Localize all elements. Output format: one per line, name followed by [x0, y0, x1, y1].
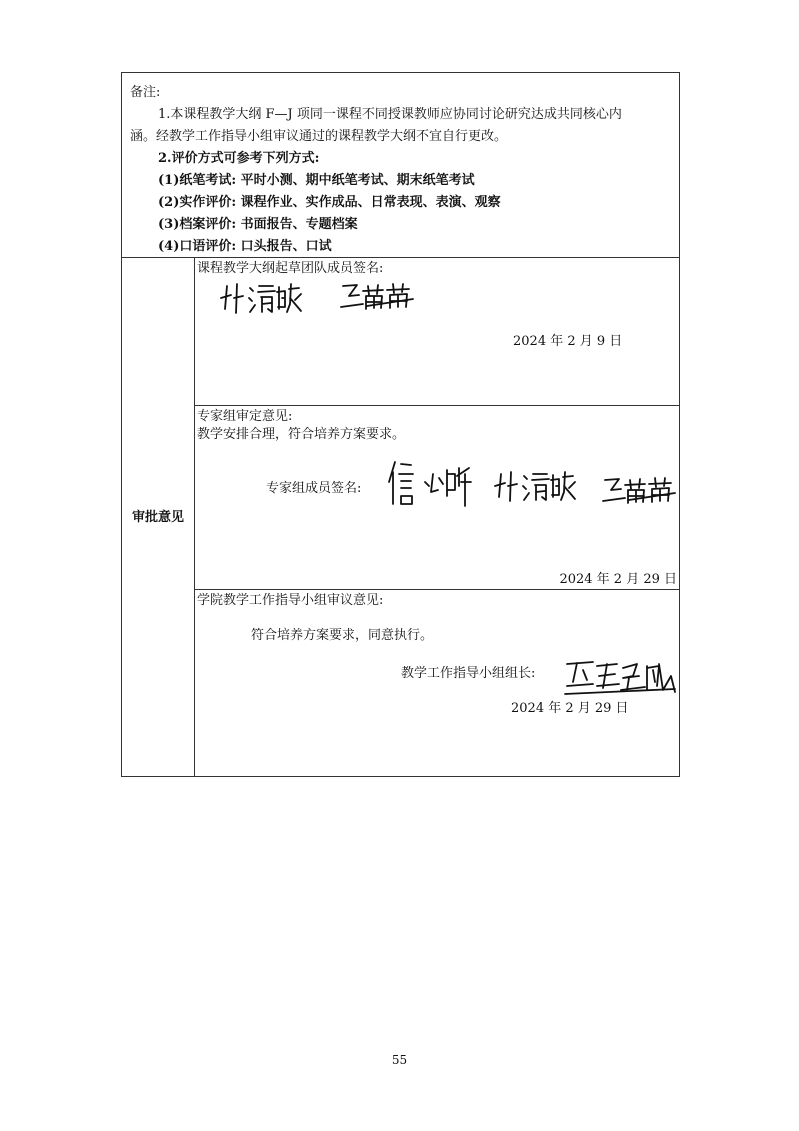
approval-form-table — [121, 72, 680, 777]
college-opinion: 符合培养方案要求，同意执行。 — [251, 628, 434, 643]
notes-line-1: 1.本课程教学大纲 F—J 项同一课程不同授课教师应协同讨论研究达成共同核心内 — [158, 107, 622, 122]
eval-item-3: (3)档案评价: 书面报告、专题档案 — [158, 217, 358, 232]
college-sign-label: 教学工作指导小组组长: — [401, 666, 536, 681]
college-section — [195, 590, 679, 776]
eval-item-1: (1)纸笔考试: 平时小测、期中纸笔考试、期末纸笔考试 — [158, 173, 475, 188]
signature-3-image — [385, 456, 477, 512]
drafting-title: 课程教学大纲起草团队成员签名: — [197, 261, 384, 276]
college-title: 学院教学工作指导小组审议意见: — [197, 593, 384, 608]
signature-4-image — [491, 466, 579, 506]
signature-6-image — [563, 656, 681, 698]
approval-label-cell — [122, 258, 195, 776]
expert-opinion: 教学安排合理，符合培养方案要求。 — [197, 427, 406, 442]
notes-cell — [122, 73, 679, 258]
expert-title: 专家组审定意见: — [197, 409, 293, 424]
drafting-section — [195, 258, 679, 406]
expert-date: 2024 年 2 月 29 日 — [559, 572, 677, 587]
signature-2-image — [337, 278, 417, 314]
expert-sign-label: 专家组成员签名: — [266, 481, 362, 496]
expert-section — [195, 406, 679, 590]
college-date: 2024 年 2 月 29 日 — [511, 701, 629, 716]
notes-heading: 备注: — [130, 85, 161, 100]
signature-5-image — [599, 472, 679, 508]
notes-line-1-cont: 涵。经教学工作指导小组审议通过的课程教学大纲不宜自行更改。 — [130, 129, 508, 144]
eval-item-2: (2)实作评价: 课程作业、实作成品、日常表现、表演、观察 — [158, 195, 501, 210]
drafting-date: 2024 年 2 月 9 日 — [513, 334, 623, 349]
eval-item-4: (4)口语评价: 口头报告、口试 — [158, 239, 332, 254]
signature-1-image — [217, 278, 305, 318]
notes-line-2: 2.评价方式可参考下列方式: — [158, 151, 320, 166]
page-number: 55 — [391, 1053, 408, 1067]
approval-label: 审批意见 — [132, 510, 185, 525]
